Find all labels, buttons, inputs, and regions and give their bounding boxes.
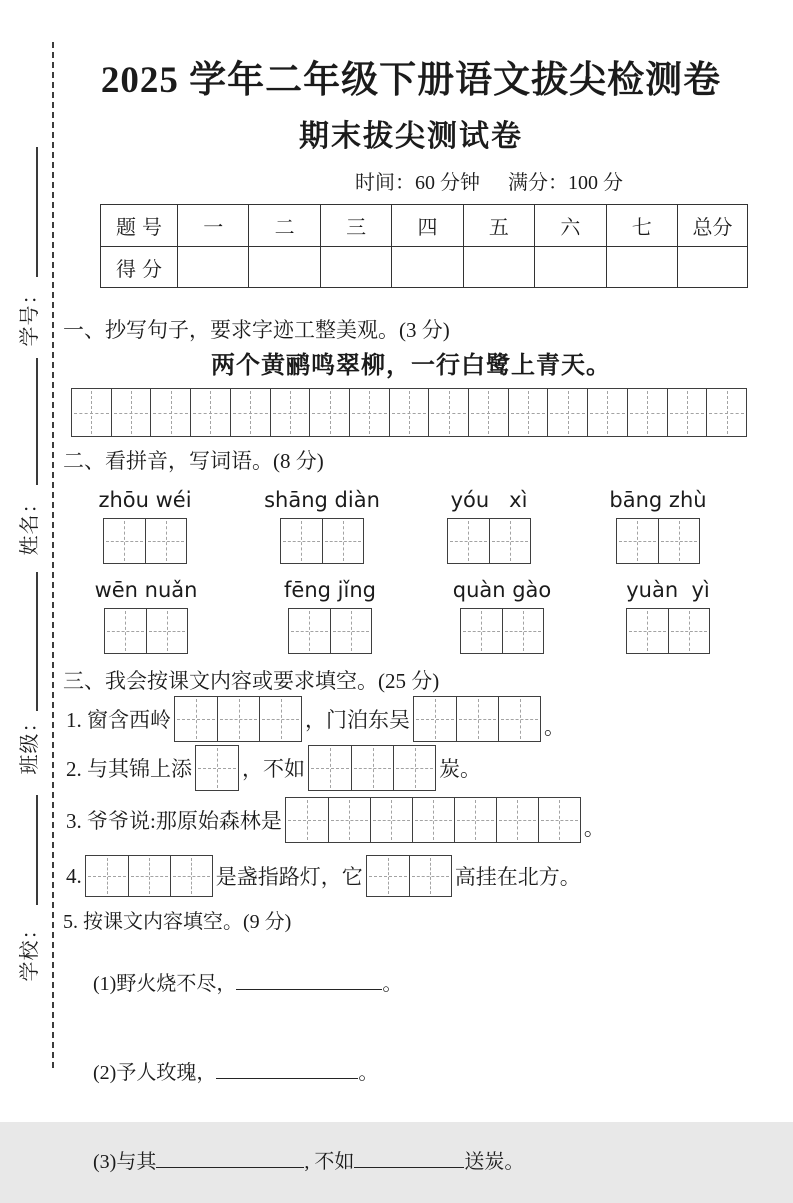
score-cell-total xyxy=(677,246,747,287)
writing-cell xyxy=(498,697,540,741)
question-1-text-end: 。 xyxy=(544,715,565,739)
word-writing-grid-8 xyxy=(626,608,710,654)
class-label: 班级： xyxy=(18,711,41,775)
question-4-number: 4. xyxy=(66,863,82,888)
question-4-answer-grid-2 xyxy=(366,855,452,897)
writing-cell xyxy=(538,798,580,842)
score-cell-3 xyxy=(320,246,391,287)
pinyin-word-7: quàn gào xyxy=(452,578,552,602)
writing-cell xyxy=(170,856,212,896)
school-blank-line xyxy=(36,795,38,905)
score-cell-1 xyxy=(177,246,248,287)
writing-cell xyxy=(190,389,230,436)
question-5-3 xyxy=(63,1122,764,1203)
writing-cell xyxy=(175,697,217,741)
writing-cell xyxy=(72,389,111,436)
word-writing-grid-6 xyxy=(288,608,372,654)
pinyin-word-8: yuàn yì xyxy=(626,578,710,602)
question-4 xyxy=(63,855,764,897)
score-table-header-5: 五 xyxy=(463,205,534,246)
question-5-2-text: (2)予人玫瑰， xyxy=(93,1062,217,1084)
question-1-answer-grid-1 xyxy=(174,696,302,742)
word-writing-grid-3 xyxy=(447,518,531,564)
writing-cell xyxy=(658,519,700,563)
question-2-text: 2. 与其锦上添 xyxy=(66,757,192,781)
question-5-heading: 5. 按课文内容填空。(9 分) xyxy=(63,911,292,933)
writing-cell xyxy=(146,609,188,653)
pinyin-row-1 xyxy=(58,488,764,512)
question-3-text-end: 。 xyxy=(583,816,605,840)
pinyin-word-6: fēng jǐng xyxy=(284,578,376,602)
score-table-header-6: 六 xyxy=(534,205,605,246)
pinyin-word-2: shāng diàn xyxy=(264,488,380,512)
section-two-heading: 二、看拼音，写词语。(8 分) xyxy=(63,449,324,473)
writing-cell xyxy=(489,519,531,563)
writing-cell xyxy=(547,389,587,436)
score-table xyxy=(100,204,748,288)
question-1-text: 1. 窗含西岭 xyxy=(66,708,171,732)
page-title: 2025 学年二年级下册语文拔尖检测卷 xyxy=(100,60,722,101)
class-blank-line xyxy=(36,572,38,711)
score-table-header-4: 四 xyxy=(391,205,462,246)
writing-cell xyxy=(706,389,746,436)
word-writing-grid-1 xyxy=(103,518,187,564)
pinyin-word-4: bāng zhù xyxy=(609,488,707,512)
question-5-1-text: (1)野火烧不尽， xyxy=(93,973,237,995)
writing-cell xyxy=(456,697,498,741)
writing-cell xyxy=(496,798,538,842)
writing-cell xyxy=(389,389,429,436)
writing-cell xyxy=(328,798,370,842)
writing-cell xyxy=(196,746,238,790)
question-3-answer-grid xyxy=(285,797,581,843)
copy-sentence: 两个黄鹂鸣翠柳，一行白鹭上青天。 xyxy=(211,353,611,379)
writing-cell xyxy=(128,856,170,896)
section-three-heading: 三、我会按课文内容或要求填空。(25 分) xyxy=(63,669,440,693)
question-2-answer-grid-2 xyxy=(308,745,436,791)
score-table-header-1: 一 xyxy=(177,205,248,246)
pinyin-word-1: zhōu wéi xyxy=(98,488,192,512)
question-5-2-end: 。 xyxy=(358,1062,379,1084)
writing-cell xyxy=(508,389,548,436)
writing-cell xyxy=(393,746,435,790)
score-row-label: 得分 xyxy=(101,246,177,287)
question-3-text: 3. 爷爷说:那原始森林是 xyxy=(66,809,282,833)
score-table-header-question: 题号 xyxy=(116,217,168,239)
word-writing-grid-5 xyxy=(104,608,188,654)
question-5-3-answer-blank-1 xyxy=(156,1150,304,1168)
word-writing-grid-7 xyxy=(460,608,544,654)
score-table-header-total: 总分 xyxy=(677,205,747,246)
writing-cell xyxy=(454,798,496,842)
question-2-text-end: 炭。 xyxy=(439,757,481,781)
question-5-1-end: 。 xyxy=(382,973,403,995)
writing-cell xyxy=(461,609,502,653)
writing-cell xyxy=(502,609,544,653)
score-cell-4 xyxy=(391,246,462,287)
writing-cell xyxy=(111,389,151,436)
writing-cell xyxy=(668,609,710,653)
name-label: 姓名： xyxy=(18,492,41,556)
word-writing-grid-2 xyxy=(280,518,364,564)
pinyin-grid-row-2 xyxy=(58,608,764,654)
student-id-label: 学号： xyxy=(18,283,41,347)
writing-cell xyxy=(468,389,508,436)
writing-cell xyxy=(145,519,187,563)
score-cell-5 xyxy=(463,246,534,287)
question-5-3-answer-blank-2 xyxy=(354,1150,464,1168)
school-label: 学校： xyxy=(18,918,41,982)
writing-cell xyxy=(270,389,310,436)
writing-cell xyxy=(370,798,412,842)
question-5-3-end: 送炭。 xyxy=(464,1151,525,1173)
writing-cell xyxy=(448,519,489,563)
writing-cell xyxy=(330,609,372,653)
writing-cell xyxy=(412,798,454,842)
exam-meta xyxy=(355,171,764,195)
writing-cell xyxy=(289,609,330,653)
question-2-answer-grid-1 xyxy=(195,745,239,791)
pinyin-grid-row-1 xyxy=(58,518,764,564)
score-table-header-7: 七 xyxy=(606,205,677,246)
page-subtitle: 期末拔尖测试卷 xyxy=(299,120,523,153)
writing-cell xyxy=(105,609,146,653)
question-4-answer-grid-1 xyxy=(85,855,213,897)
word-writing-grid-4 xyxy=(616,518,700,564)
writing-cell xyxy=(309,746,351,790)
question-4-text-mid: 是盏指路灯，它 xyxy=(215,865,363,889)
exam-content xyxy=(58,0,764,1203)
question-5-3-text: (3)与其 xyxy=(93,1151,157,1173)
question-2-text-mid: ，不如 xyxy=(242,757,305,781)
writing-cell xyxy=(667,389,707,436)
writing-cell xyxy=(587,389,627,436)
section-one-heading: 一、抄写句子，要求字迹工整美观。(3 分) xyxy=(63,318,450,342)
writing-cell xyxy=(230,389,270,436)
full-score-label: 满分：100 分 xyxy=(508,172,623,194)
pinyin-word-3: yóu xì xyxy=(450,488,528,512)
writing-cell xyxy=(217,697,259,741)
question-5-2-answer-blank xyxy=(216,1061,358,1079)
writing-cell xyxy=(286,798,328,842)
score-table-header-2: 二 xyxy=(248,205,319,246)
pinyin-word-5: wēn nuǎn xyxy=(94,578,198,602)
writing-cell xyxy=(428,389,468,436)
student-id-blank-line xyxy=(36,147,38,277)
writing-cell xyxy=(409,856,451,896)
writing-cell xyxy=(104,519,145,563)
writing-cell xyxy=(367,856,409,896)
writing-cell xyxy=(150,389,190,436)
score-cell-6 xyxy=(534,246,605,287)
writing-cell xyxy=(86,856,128,896)
writing-cell xyxy=(627,389,667,436)
score-cell-2 xyxy=(248,246,319,287)
question-1-text-mid: ，门泊东吴 xyxy=(305,708,410,732)
score-table-header-3: 三 xyxy=(320,205,391,246)
writing-cell xyxy=(281,519,322,563)
question-5-1-answer-blank xyxy=(236,972,382,990)
question-1 xyxy=(63,696,764,742)
copy-writing-grid xyxy=(71,388,747,437)
writing-cell xyxy=(351,746,393,790)
question-5-2 xyxy=(63,1033,764,1114)
score-cell-7 xyxy=(606,246,677,287)
question-5-3-mid: , 不如 xyxy=(304,1151,355,1173)
question-2 xyxy=(63,745,764,791)
writing-cell xyxy=(617,519,658,563)
question-5-1 xyxy=(63,944,764,1025)
question-3 xyxy=(63,797,764,843)
question-4-text-end: 高挂在北方。 xyxy=(454,865,581,889)
question-1-answer-grid-2 xyxy=(413,696,541,742)
seal-dashed-line xyxy=(52,42,54,1068)
time-limit-label: 时间：60 分钟 xyxy=(355,172,480,194)
writing-cell xyxy=(627,609,668,653)
writing-cell xyxy=(414,697,456,741)
writing-cell xyxy=(309,389,349,436)
writing-cell xyxy=(349,389,389,436)
writing-cell xyxy=(322,519,364,563)
name-blank-line xyxy=(36,358,38,485)
writing-cell xyxy=(259,697,301,741)
pinyin-row-2 xyxy=(58,578,764,602)
